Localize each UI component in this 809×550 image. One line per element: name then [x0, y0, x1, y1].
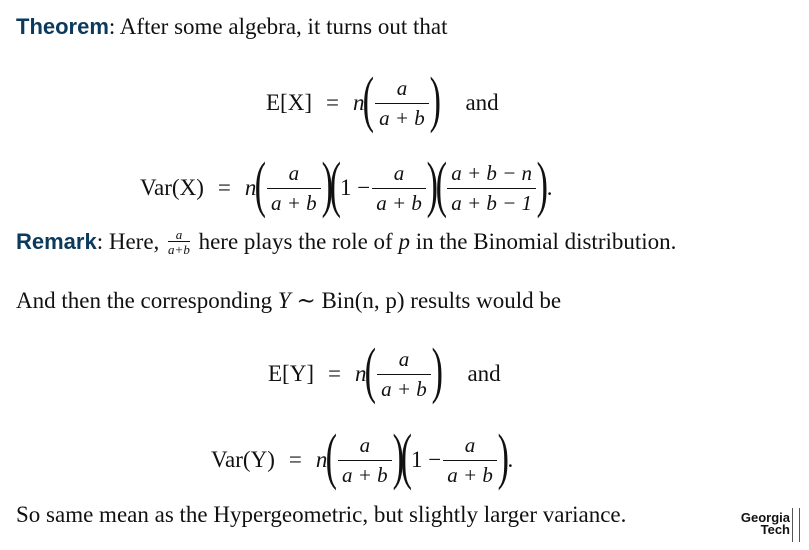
var-y-n: n	[315, 447, 328, 472]
remark-p: p	[398, 229, 410, 254]
remark-line	[16, 226, 677, 258]
left-paren-icon: (	[365, 337, 377, 405]
remark-frac-num: a	[175, 226, 183, 242]
right-paren-icon: )	[431, 337, 443, 405]
binom-y: Y	[277, 288, 291, 313]
mean-x-den: a + b	[375, 103, 429, 129]
var-x-one-minus: 1 −	[339, 175, 371, 200]
var-x-f2-num: a	[393, 161, 405, 186]
remark-post-b: in the Binomial distribution.	[415, 229, 677, 254]
mean-y-rel: =	[327, 361, 341, 386]
logo-line-1: Georgia	[740, 510, 790, 525]
var-x-f2-den: a + b	[372, 188, 426, 214]
var-y-f2-num: a	[464, 433, 476, 458]
left-paren-icon: (	[254, 151, 267, 219]
left-paren-icon: (	[325, 423, 338, 491]
georgia-tech-logo	[730, 508, 800, 544]
equation-var-x	[140, 151, 553, 219]
mean-x-n: n	[352, 90, 365, 115]
mean-y-and: and	[467, 361, 501, 386]
equation-mean-x	[266, 66, 499, 134]
remark-label: Remark	[16, 229, 97, 254]
var-x-n: n	[244, 175, 257, 200]
mean-x-lhs: E[X]	[266, 90, 312, 115]
right-paren-icon: )	[429, 66, 441, 134]
logo-text	[741, 512, 790, 536]
binom-bin: Bin(n, p)	[321, 288, 405, 313]
remark-post-a: here plays the role of	[198, 229, 393, 254]
var-y-f1-num: a	[359, 433, 371, 458]
binom-pre: And then the corresponding	[16, 288, 273, 313]
mean-y-den: a + b	[377, 374, 431, 400]
theorem-colon: :	[108, 14, 116, 39]
var-x-fraction-1	[267, 162, 321, 213]
remark-pre: Here,	[108, 229, 160, 254]
binomial-line	[16, 288, 561, 314]
remark-colon: :	[96, 229, 104, 254]
mean-x-and: and	[465, 90, 499, 115]
left-paren-icon: (	[435, 151, 447, 219]
mean-y-num: a	[398, 347, 410, 372]
right-paren-icon: )	[392, 423, 404, 491]
var-x-period: .	[546, 175, 553, 200]
mean-x-num: a	[396, 76, 408, 101]
var-y-rel: =	[288, 447, 302, 472]
mean-y-fraction	[377, 348, 431, 399]
var-y-f2-den: a + b	[443, 460, 497, 486]
mean-x-fraction	[375, 77, 429, 128]
mean-y-lhs: E[Y]	[268, 361, 314, 386]
var-x-lhs: Var(X)	[140, 175, 204, 200]
conclusion-text: So same mean as the Hypergeometric, but slightly larger variance.	[16, 502, 627, 527]
right-paren-icon: )	[321, 151, 333, 219]
right-paren-icon: )	[426, 151, 438, 219]
right-paren-icon: )	[536, 151, 549, 219]
var-x-f1-den: a + b	[267, 188, 321, 214]
equation-mean-y	[268, 337, 501, 405]
var-x-fraction-3	[447, 162, 536, 213]
var-y-lhs: Var(Y)	[211, 447, 275, 472]
theorem-line	[16, 14, 447, 40]
var-x-f3-num: a + b − n	[451, 161, 533, 186]
equation-var-y	[211, 423, 514, 491]
theorem-label: Theorem	[16, 14, 109, 39]
remark-frac-den: a+b	[168, 241, 190, 257]
right-paren-icon: )	[497, 423, 509, 491]
var-y-one-minus: 1 −	[410, 447, 442, 472]
left-paren-icon: (	[400, 423, 413, 491]
mean-x-rel: =	[325, 90, 339, 115]
var-x-f3-den: a + b − 1	[447, 188, 536, 214]
var-y-f1-den: a + b	[338, 460, 392, 486]
left-paren-icon: (	[363, 66, 375, 134]
var-x-rel: =	[217, 175, 231, 200]
binom-tilde: ∼	[296, 288, 316, 313]
binom-post: results would be	[410, 288, 562, 313]
theorem-text: After some algebra, it turns out that	[119, 14, 448, 39]
remark-fraction	[168, 228, 190, 256]
mean-y-n: n	[354, 361, 367, 386]
var-y-fraction-2	[443, 434, 497, 485]
logo-tower-icon	[792, 508, 800, 542]
left-paren-icon: (	[329, 151, 342, 219]
var-x-fraction-2	[372, 162, 426, 213]
var-y-period: .	[507, 447, 514, 472]
logo-line-2: Tech	[760, 522, 790, 537]
var-y-fraction-1	[338, 434, 392, 485]
var-x-f1-num: a	[288, 161, 300, 186]
